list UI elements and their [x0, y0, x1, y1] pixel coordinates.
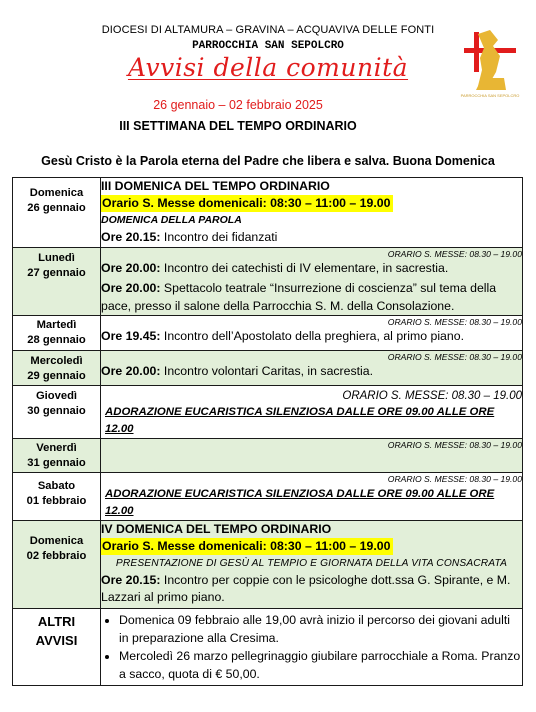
day-name: Venerdì — [36, 442, 77, 454]
content-cell — [101, 178, 523, 248]
event-line — [101, 328, 522, 345]
adoration-notice: ADORAZIONE EUCARISTICA SILENZIOSA DALLE ORE 09.00 ALLE ORE 12.00 — [105, 488, 495, 517]
day-date: 26 gennaio — [27, 202, 86, 214]
day-date: 27 gennaio — [27, 267, 86, 279]
sunday-title: III DOMENICA DEL TEMPO ORDINARIO — [101, 179, 330, 193]
logo-figure — [478, 30, 500, 86]
day-date: 29 gennaio — [27, 370, 86, 382]
row-monday — [13, 248, 523, 316]
event-time: Ore 19.45: — [101, 329, 161, 343]
day-date: 01 febbraio — [26, 495, 87, 507]
row-wednesday — [13, 351, 523, 386]
row-sunday-2 — [13, 521, 523, 609]
day-name: Mercoledì — [30, 355, 83, 367]
week-heading: III SETTIMANA DEL TEMPO ORDINARIO — [119, 119, 357, 133]
sunday-title: IV DOMENICA DEL TEMPO ORDINARIO — [101, 522, 332, 536]
event-text: Incontro dei catechisti di IV elementare, in sacrestia. — [160, 261, 449, 275]
diocese-heading: DIOCESI DI ALTAMURA – GRAVINA – ACQUAVIVA DELLE FONTI — [101, 24, 435, 36]
event-time: Ore 20.00: — [101, 281, 161, 295]
event-text: Incontro dei fidanzati — [160, 230, 278, 244]
parish-heading: PARROCCHIA SAN SEPOLCRO — [192, 40, 344, 52]
event-text: Spettacolo teatrale “Insurrezione di coscienza” sul tema della pace, presso il salone della Parrocchia S. M. della Consolazione. — [101, 281, 497, 313]
row-tuesday — [13, 316, 523, 351]
day-cell — [13, 521, 101, 609]
day-date: 30 gennaio — [27, 405, 86, 417]
day-name: Giovedì — [35, 390, 78, 402]
event-time: Ore 20.00: — [101, 364, 161, 378]
day-name: Sabato — [37, 480, 76, 492]
content-cell — [101, 316, 523, 351]
event-text: Incontro volontari Caritas, in sacrestia. — [160, 364, 374, 378]
schedule-table — [12, 177, 523, 686]
event-line — [101, 572, 522, 606]
day-date: 31 gennaio — [27, 457, 86, 469]
day-cell — [13, 351, 101, 386]
mass-schedule: ORARIO S. MESSE: 08.30 – 19.00 — [387, 317, 522, 327]
mass-schedule: ORARIO S. MESSE: 08.30 – 19.00 — [387, 440, 522, 450]
event-line — [101, 363, 522, 380]
day-date: 02 febbraio — [26, 550, 87, 562]
list-item: • Mercoledì 26 marzo pellegrinaggio giubilare parrocchiale a Roma. Pranzo a sacco, quota di € 50,00. — [119, 647, 522, 683]
page-title — [0, 53, 536, 82]
content-cell — [101, 248, 523, 316]
event-time: Ore 20.15: — [101, 573, 161, 587]
motto-line: Gesù Cristo è la Parola eterna del Padre che libera e salva. Buona Domenica — [41, 154, 495, 168]
event-line — [101, 229, 522, 246]
event-text: Incontro per coppie con le psicologhe dott.ssa G. Spirante, e M. Lazzari al primo piano. — [101, 573, 511, 604]
notice-list — [101, 609, 522, 685]
day-cell — [13, 386, 101, 439]
event-line — [101, 277, 522, 315]
sunday-subtitle: PRESENTAZIONE DI GESÙ AL TEMPIO E GIORNATA DELLA VITA CONSACRATA — [115, 558, 508, 569]
mass-schedule: ORARIO S. MESSE: 08.30 – 19.00 — [387, 474, 522, 484]
day-name: Martedì — [36, 319, 77, 331]
row-saturday — [13, 473, 523, 521]
sunday-subtitle: DOMENICA DELLA PAROLA — [101, 214, 242, 226]
content-cell — [101, 439, 523, 473]
altri-label: ALTRI — [37, 614, 76, 629]
adoration-notice: ADORAZIONE EUCARISTICA SILENZIOSA DALLE ORE 09.00 ALLE ORE 12.00 — [105, 406, 495, 435]
day-cell — [13, 178, 101, 248]
list-item: • Domenica 09 febbraio alle 19,00 avrà inizio il percorso dei giovani adulti in preparazione alla Cresima. — [119, 611, 522, 647]
event-time: Ore 20.00: — [101, 261, 161, 275]
page-title-text: Avvisi della comunità — [127, 53, 409, 82]
date-range: 26 gennaio – 02 febbraio 2025 — [153, 98, 323, 112]
row-altri-avvisi — [13, 609, 523, 686]
day-date: 28 gennaio — [27, 334, 86, 346]
day-cell — [13, 609, 101, 686]
content-cell — [101, 386, 523, 439]
event-text: Incontro dell’Apostolato della preghiera, al primo piano. — [160, 329, 464, 343]
day-name: Lunedì — [38, 252, 75, 264]
content-cell — [101, 473, 523, 521]
day-name: Domenica — [29, 535, 84, 547]
mass-times-highlight: Orario S. Messe domenicali: 08:30 – 11:00 – 19.00 — [101, 538, 393, 555]
row-sunday-1 — [13, 178, 523, 248]
row-thursday — [13, 386, 523, 439]
mass-schedule: ORARIO S. MESSE: 08.30 – 19.00 — [387, 352, 522, 362]
logo-caption: PARROCCHIA SAN SEPOLCRO — [460, 93, 520, 98]
row-friday — [13, 439, 523, 473]
day-cell — [13, 316, 101, 351]
content-cell — [101, 609, 523, 686]
day-name: Domenica — [29, 187, 84, 199]
mass-times-highlight: Orario S. Messe domenicali: 08:30 – 11:00 – 19.00 — [101, 195, 393, 212]
mass-schedule: ORARIO S. MESSE: 08.30 – 19.00 — [387, 249, 522, 259]
day-cell — [13, 439, 101, 473]
day-cell — [13, 473, 101, 521]
event-line — [101, 260, 522, 277]
event-time: Ore 20.15: — [101, 230, 161, 244]
content-cell — [101, 521, 523, 609]
mass-schedule: ORARIO S. MESSE: 08.30 – 19.00 — [342, 390, 522, 402]
avvisi-label: AVVISI — [35, 633, 78, 648]
content-cell — [101, 351, 523, 386]
day-cell — [13, 248, 101, 316]
parish-logo — [460, 26, 520, 101]
